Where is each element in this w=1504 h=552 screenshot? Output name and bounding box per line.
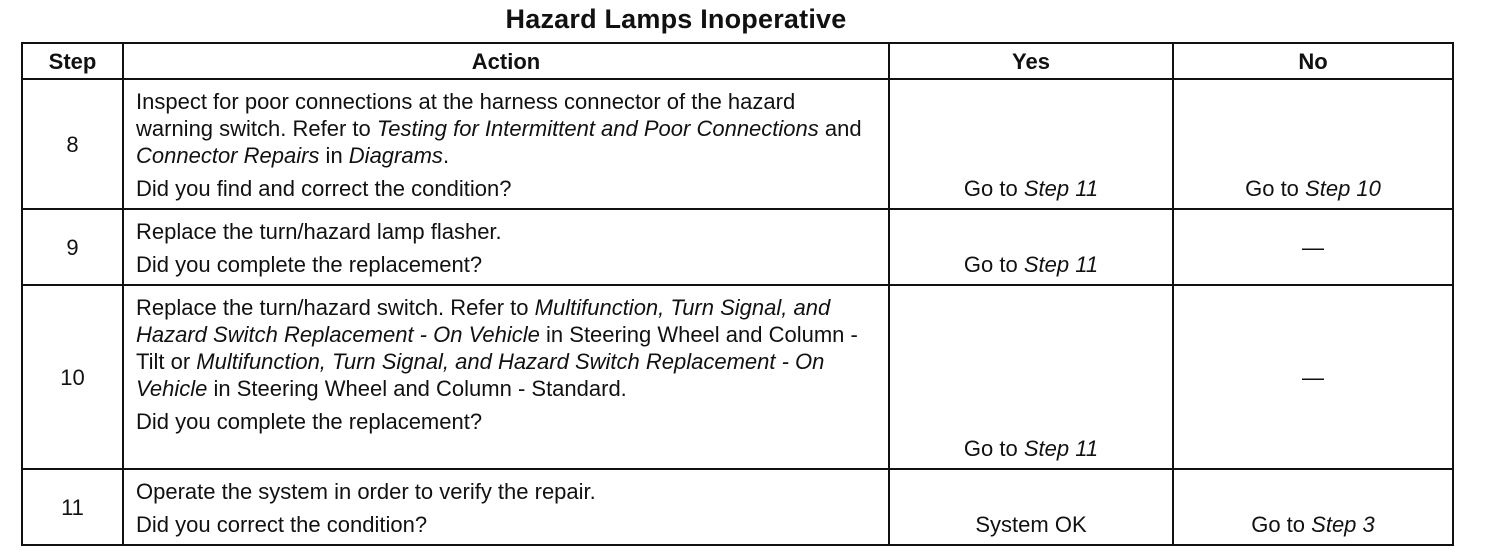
yes-step-link[interactable]: Step 11	[1023, 252, 1099, 277]
action-question: Did you correct the condition?	[136, 512, 428, 537]
action-reference[interactable]: Multifunction, Turn Signal, and Hazard Switch Replacement - On Vehicle	[136, 349, 825, 401]
yes-cell	[889, 285, 1173, 469]
action-reference[interactable]: Multifunction, Turn Signal, and Hazard Switch Replacement - On Vehicle	[136, 295, 831, 347]
no-cell-dash: —	[1173, 285, 1453, 469]
yes-step-link[interactable]: Step 11	[1023, 436, 1099, 461]
no-cell	[1173, 79, 1453, 209]
action-text: and	[818, 116, 862, 141]
no-step-link[interactable]: Step 3	[1311, 512, 1375, 537]
table-row-step-11	[22, 469, 1453, 545]
action-cell	[123, 209, 889, 285]
step-number: 9	[22, 209, 123, 285]
yes-cell	[889, 209, 1173, 285]
yes-step-link[interactable]: Step 11	[1023, 176, 1099, 201]
step-number: 10	[22, 285, 123, 469]
action-text: Operate the system in order to verify the repair.	[136, 479, 596, 504]
action-question: Did you complete the replacement?	[136, 252, 483, 277]
yes-cell	[889, 79, 1173, 209]
table-row-step-10	[22, 285, 1453, 469]
header-yes: Yes	[889, 43, 1173, 79]
action-text: in Steering Wheel and Column - Standard.	[207, 376, 627, 401]
header-no: No	[1173, 43, 1453, 79]
action-text: Replace the turn/hazard switch. Refer to	[136, 295, 535, 320]
action-text: Inspect for poor connections at the harness connector of the hazard warning switch. Refer to	[136, 89, 796, 141]
diagnostic-table	[21, 42, 1454, 546]
action-question: Did you complete the replacement?	[136, 409, 483, 434]
go-to-label: Go to	[963, 436, 1018, 461]
table-row-step-8	[22, 79, 1453, 209]
action-description	[136, 294, 878, 402]
go-to-label: Go to	[963, 252, 1018, 277]
action-description	[136, 478, 878, 505]
header-step: Step	[22, 43, 123, 79]
page-title: Hazard Lamps Inoperative	[505, 4, 847, 34]
table-row-step-9	[22, 209, 1453, 285]
go-to-label: Go to	[1251, 512, 1306, 537]
action-reference[interactable]: Testing for Intermittent and Poor Connections	[376, 116, 819, 141]
go-to-label: Go to	[963, 176, 1018, 201]
action-reference[interactable]: Diagrams	[348, 143, 443, 168]
action-reference[interactable]: Connector Repairs	[136, 143, 320, 168]
go-to-label: Go to	[1245, 176, 1299, 201]
step-number: 11	[22, 469, 123, 545]
no-cell	[1173, 469, 1453, 545]
action-text: .	[442, 143, 450, 168]
step-number: 8	[22, 79, 123, 209]
action-text: Replace the turn/hazard lamp flasher.	[136, 219, 502, 244]
action-cell	[123, 469, 889, 545]
action-question: Did you find and correct the condition?	[136, 176, 512, 201]
header-row	[22, 43, 1453, 79]
system-ok-text: System OK	[975, 512, 1087, 537]
header-action: Action	[123, 43, 889, 79]
action-text: in Steering Wheel and Column - Tilt or	[136, 322, 858, 374]
action-cell	[123, 285, 889, 469]
action-description	[136, 218, 878, 245]
action-text: in	[319, 143, 349, 168]
no-cell-dash: —	[1173, 209, 1453, 285]
action-cell	[123, 79, 889, 209]
action-description	[136, 88, 878, 169]
yes-cell	[889, 469, 1173, 545]
no-step-link[interactable]: Step 10	[1305, 176, 1381, 201]
